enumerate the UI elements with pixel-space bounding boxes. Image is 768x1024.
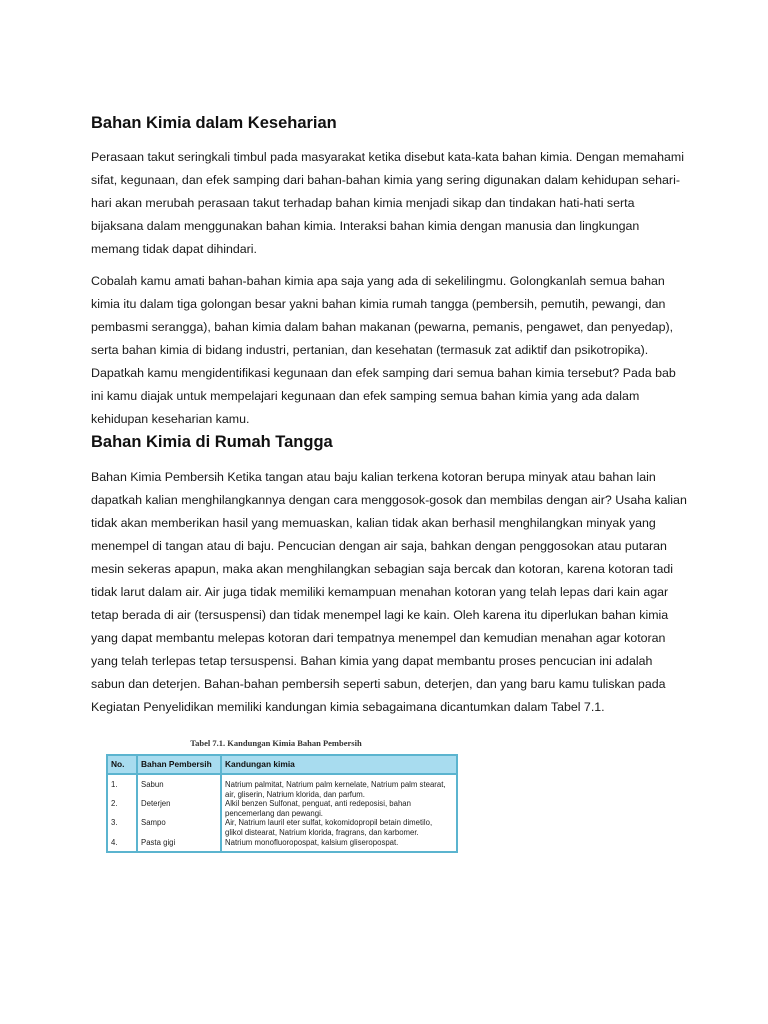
cell-name: Deterjen [137,799,221,818]
cell-content [221,838,457,853]
cell-no: 1. [107,774,137,799]
table-row [107,799,457,818]
table-caption: Tabel 7.1. Kandungan Kimia Bahan Pembersih [190,738,362,748]
paragraph-intro: Perasaan takut seringkali timbul pada masyarakat ketika disebut kata-kata bahan kimia. Dengan memahami sifat, kegunaan, dan efek samping dari bahan-bahan kimia yang sering digunakan dalam kehidupan sehari-hari akan merubah perasaan takut terhadap bahan kimia menjadi sikap dan tindakan hati-hati serta bijaksana dalam menggunakan bahan kimia. Interaksi bahan kimia dengan manusia dan lingkungan memang tidak dapat dihindari. [91,150,684,256]
header-content: Kandungan kimia [221,755,457,774]
cell-content-line: Air, Natrium lauril eter sulfat, kokomidopropil betain dimetilo, [225,818,433,828]
cell-content [221,799,457,818]
cell-content-line: glikol distearat, Natrium klorida, fragrans, dan karbomer. [225,827,419,837]
section-heading-rumah-tangga: Bahan Kimia di Rumah Tangga [91,433,333,451]
cell-content-line: Natrium monofluoropospat, kalsium gliseropospat. [225,837,399,847]
table-row [107,838,457,853]
document-body [91,108,687,719]
table-row [107,774,457,799]
cell-content-line: Natrium palmitat, Natrium palm kernelate, Natrium palm stearat, [225,780,446,789]
table-row [107,818,457,837]
header-no: No. [107,755,137,774]
cell-no: 4. [107,838,137,853]
paragraph-observe: Cobalah kamu amati bahan-bahan kimia apa saja yang ada di sekelilingmu. Golongkanlah semua bahan kimia itu dalam tiga golongan besar yakni bahan kimia rumah tangga (pembersih, pemutih, pewangi, dan pembasmi serangga), bahan kimia dalam bahan makanan (pewarna, pemanis, pengawet, dan penyedap), serta bahan kimia di bidang industri, pertanian, dan kesehatan (termasuk zat adiktif dan psikotropika). Dapatkah kamu mengidentifikasi kegunaan dan efek samping dari semua bahan kimia tersebut? Pada bab ini kamu diajak untuk mempelajari kegunaan dan efek samping semua bahan kimia yang ada dalam kehidupan keseharian kamu. [91,274,676,426]
section-heading-bahan-kimia-keseharian: Bahan Kimia dalam Keseharian [91,114,337,132]
cell-content [221,774,457,799]
cell-name: Sampo [137,818,221,837]
cell-name: Sabun [137,774,221,799]
cell-name: Pasta gigi [137,838,221,853]
cell-no: 3. [107,818,137,837]
cell-content-line: air, gliserin, Natrium klorida, dan parfum. [225,789,365,799]
chemical-content-table [106,754,458,853]
cell-no: 2. [107,799,137,818]
table-header-row [107,755,457,774]
cell-content-line: Alkil benzen Sulfonat, penguat, anti redeposisi, bahan [225,799,411,809]
paragraph-pembersih: Bahan Kimia Pembersih Ketika tangan atau baju kalian terkena kotoran berupa minyak atau bahan lain dapatkah kalian menghilangkannya dengan cara menggosok-gosok dan membilas dengan air? Usaha kalian tidak akan memberikan hasil yang memuaskan, kalian tidak akan berhasil menghilangkan minyak yang menempel di tangan atau di baju. Pencucian dengan air saja, bahkan dengan penggosokan atau putaran mesin sekeras apapun, maka akan menghilangkan sebagian saja bercak dan kotoran, karena kotoran tadi tidak larut dalam air. Air juga tidak memiliki kemampuan menahan kotoran yang telah lepas dari kain agar tetap berada di air (tersuspensi) dan tidak menempel lagi ke kain. Oleh karena itu diperlukan bahan kimia yang dapat membantu melepas kotoran dari tempatnya menempel dan kemudian menahan agar kotoran yang telah terlepas tetap tersuspensi. Bahan kimia yang dapat membantu proses pencucian ini adalah sabun dan deterjen. Bahan-bahan pembersih seperti sabun, deterjen, dan yang baru kamu tuliskan pada Kegiatan Penyelidikan memiliki kandungan kimia sebagaimana dicantumkan dalam Tabel 7.1. [91,470,687,714]
header-name: Bahan Pembersih [137,755,221,774]
table-figure [106,738,458,853]
cell-content-line: pencemerlang dan pewangi. [225,808,323,818]
cell-content [221,818,457,837]
